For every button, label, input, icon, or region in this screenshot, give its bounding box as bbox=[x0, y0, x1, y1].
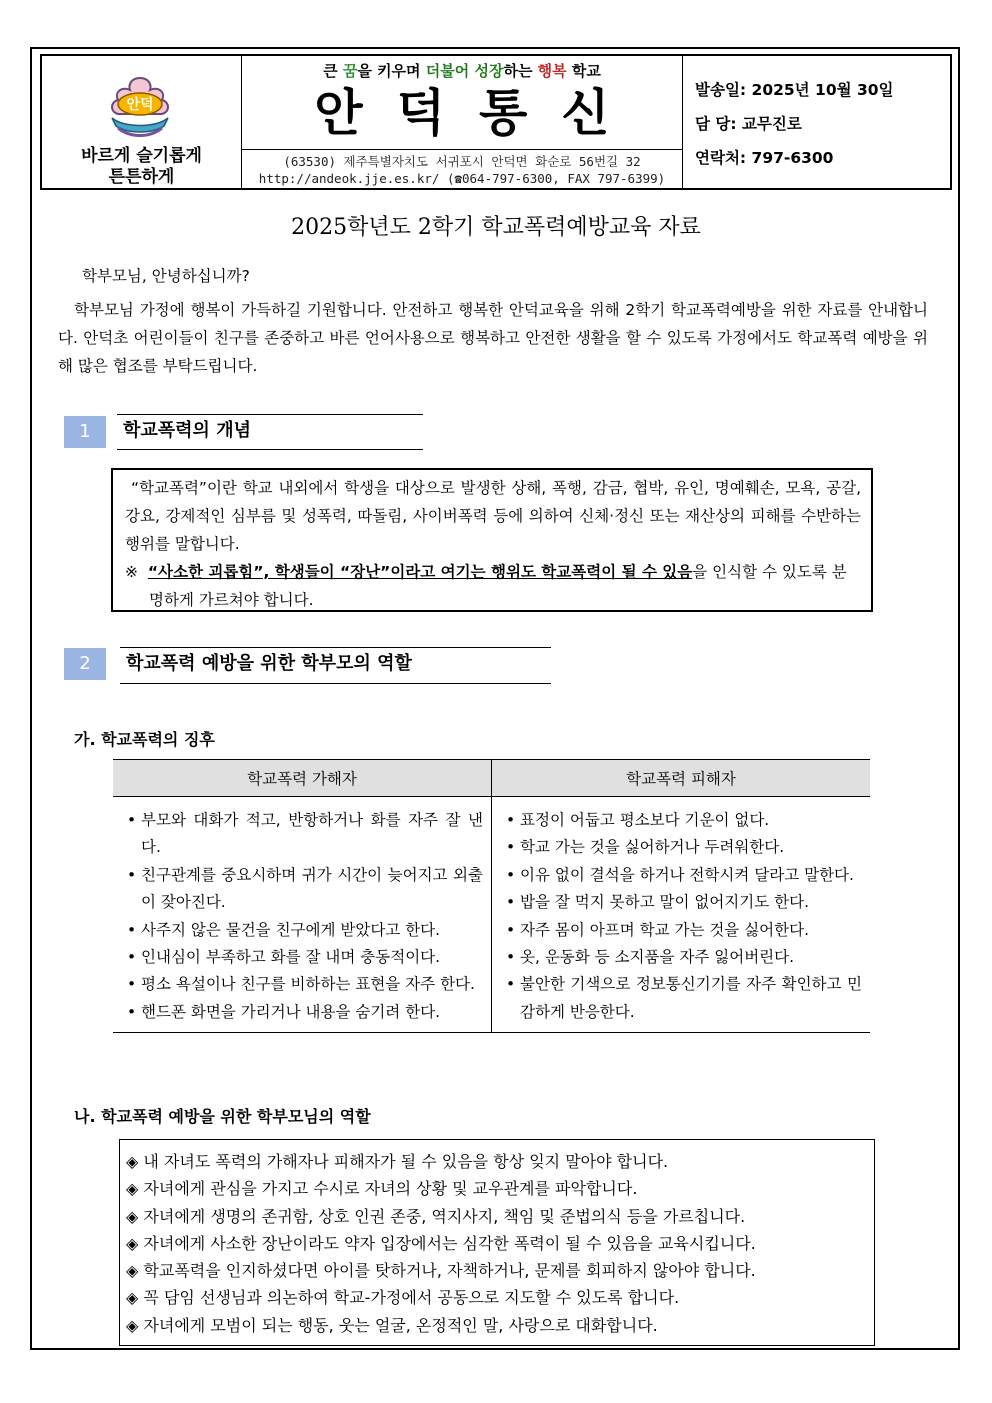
victim-sign-item: • 자주 몸이 아프며 학교 가는 것을 싫어한다. bbox=[504, 917, 862, 944]
diamond-bullet-icon: ◈ bbox=[126, 1315, 139, 1335]
definition-text: “학교폭력”이란 학교 내외에서 학생을 대상으로 발생한 상해, 폭행, 감금, 협박, 유인, 명예훼손, 모욕, 공갈, 강요, 강제적인 심부름 및 성폭력, 따돌림, 사이버폭력 등에 의하여 신체·정신 또는 재산상의 피해를 수반하는 행위를 말합니다. bbox=[125, 479, 861, 553]
victim-sign-item: • 옷, 운동화 등 소지품을 자주 잃어버린다. bbox=[504, 944, 862, 971]
diamond-bullet-icon: ◈ bbox=[126, 1233, 139, 1253]
victim-sign-item: • 이유 없이 결석을 하거나 전학시켜 달라고 말한다. bbox=[504, 862, 862, 889]
victim-sign-item: • 학교 가는 것을 싫어하거나 두려워한다. bbox=[504, 834, 862, 861]
victim-column-header: 학교폭력 피해자 bbox=[492, 760, 871, 797]
definition-box bbox=[111, 468, 873, 612]
section-1-title: 학교폭력의 개념 bbox=[117, 414, 423, 450]
victim-sign-item: • 불안한 기색으로 정보통신기기를 자주 확인하고 민감하게 반응한다. bbox=[504, 971, 862, 1026]
parent-role-text: 자녀에게 생명의 존귀함, 상호 인권 존중, 역지사지, 책임 및 준법의식 등을 가르칩니다. bbox=[143, 1206, 746, 1226]
issue-phone: 연락처: 797-6300 bbox=[695, 149, 834, 167]
offender-sign-item: • 친구관계를 중요시하며 귀가 시간이 늦어지고 외출이 잦아진다. bbox=[125, 862, 483, 917]
document-title: 2025학년도 2학기 학교폭력예방교육 자료 bbox=[291, 215, 701, 240]
parent-role-text: 자녀에게 사소한 장난이라도 약자 입장에서는 심각한 폭력이 될 수 있음을 교육시킵니다. bbox=[143, 1233, 756, 1253]
motto-line-2: 튼튼하게 bbox=[108, 167, 175, 187]
newsletter-title: 안덕통신 bbox=[314, 83, 644, 142]
school-address bbox=[242, 149, 682, 187]
offender-sign-item: • 사주지 않은 물건을 친구에게 받았다고 한다. bbox=[125, 917, 483, 944]
parent-roles-box bbox=[119, 1139, 875, 1346]
diamond-bullet-icon: ◈ bbox=[126, 1288, 139, 1308]
victim-signs-list bbox=[504, 807, 862, 1026]
greeting: 학부모님, 안녕하십니까? bbox=[82, 267, 250, 285]
parent-role-item bbox=[126, 1175, 866, 1202]
emblem-text: 안덕 bbox=[126, 97, 154, 113]
victim-sign-item: • 밥을 잘 먹지 못하고 말이 없어지기도 한다. bbox=[504, 889, 862, 916]
school-emblem-panel bbox=[42, 56, 242, 188]
parent-role-item bbox=[126, 1203, 866, 1230]
parent-role-item bbox=[126, 1284, 866, 1311]
offender-column-header: 학교폭력 가해자 bbox=[113, 760, 492, 797]
diamond-bullet-icon: ◈ bbox=[126, 1152, 139, 1171]
parent-role-text: 자녀에게 모범이 되는 행동, 웃는 얼굴, 온정적인 말, 사랑으로 대화합니다. bbox=[143, 1315, 658, 1335]
motto-line-1: 바르게 슬기롭게 bbox=[81, 146, 202, 166]
parent-role-text: 꼭 담임 선생님과 의논하여 학교-가정에서 공동으로 지도할 수 있도록 합니다. bbox=[143, 1288, 680, 1308]
intro-paragraph: 학부모님 가정에 행복이 가득하길 기원합니다. 안전하고 행복한 안덕교육을 위해 2학기 학교폭력예방을 위한 자료를 안내합니다. 안덕초 어린이들이 친구를 존중하고 바른 언어사용으로 행복하고 안전한 생활을 할 수 있도록 가정에서도 학교폭력 예방을 위해 많은 협조를 부탁드립니다. bbox=[58, 301, 928, 375]
definition-note: ※ “사소한 괴롭힘”, 학생들이 “장난”이라고 여기는 행위도 학교폭력이 될 수 있음을 인식할 수 있도록 분명하게 가르쳐야 합니다. bbox=[125, 563, 847, 609]
section-2-title: 학교폭력 예방을 위한 학부모의 역할 bbox=[120, 647, 551, 684]
parent-role-text: 학교폭력을 인지하셨다면 아이를 탓하거나, 자책하거나, 문제를 회피하지 않아야 합니다. bbox=[143, 1261, 756, 1281]
victim-signs-cell bbox=[492, 797, 871, 1033]
victim-sign-item: • 표정이 어둡고 평소보다 기운이 없다. bbox=[504, 807, 862, 834]
offender-sign-item: • 평소 욕설이나 친구를 비하하는 표현을 자주 한다. bbox=[125, 971, 483, 998]
parent-roles-list bbox=[126, 1148, 866, 1339]
warning-signs-table bbox=[113, 759, 870, 1033]
issue-info-panel bbox=[683, 56, 950, 188]
masthead-panel bbox=[242, 56, 683, 188]
school-emblem-icon bbox=[104, 74, 176, 144]
parent-role-item bbox=[126, 1148, 866, 1175]
newsletter-header bbox=[40, 54, 952, 190]
subsection-b-title: 나. 학교폭력 예방을 위한 학부모님의 역할 bbox=[74, 1107, 371, 1126]
parent-role-item bbox=[126, 1230, 866, 1257]
offender-sign-item: • 인내심이 부족하고 화를 잘 내며 충동적이다. bbox=[125, 944, 483, 971]
issue-staff: 담 당: 교무진로 bbox=[695, 115, 802, 133]
offender-sign-item: • 부모와 대화가 적고, 반항하거나 화를 자주 잘 낸다. bbox=[125, 807, 483, 862]
school-slogan: 큰 꿈을 키우며 더불어 성장하는 행복 학교 bbox=[323, 62, 601, 80]
parent-role-item bbox=[126, 1312, 866, 1339]
parent-role-item bbox=[126, 1257, 866, 1284]
offender-signs-cell bbox=[113, 797, 492, 1033]
school-motto bbox=[42, 146, 241, 188]
parent-role-text: 내 자녀도 폭력의 가해자나 피해자가 될 수 있음을 항상 잊지 말아야 합니다. bbox=[143, 1152, 669, 1171]
section-1-number: 1 bbox=[64, 416, 106, 448]
issue-date: 발송일: 2025년 10월 30일 bbox=[695, 81, 894, 99]
diamond-bullet-icon: ◈ bbox=[126, 1206, 139, 1226]
contact-line: http://andeok.jje.es.kr/ (☎064-797-6300, FAX 797-6399) bbox=[258, 171, 666, 186]
offender-signs-list bbox=[125, 807, 483, 1026]
parent-role-text: 자녀에게 관심을 가지고 수시로 자녀의 상황 및 교우관계를 파악합니다. bbox=[143, 1179, 638, 1199]
subsection-a-title: 가. 학교폭력의 징후 bbox=[74, 730, 215, 749]
diamond-bullet-icon: ◈ bbox=[126, 1179, 139, 1199]
offender-sign-item: • 핸드폰 화면을 가리거나 내용을 숨기려 한다. bbox=[125, 999, 483, 1026]
diamond-bullet-icon: ◈ bbox=[126, 1261, 139, 1281]
section-2-number: 2 bbox=[64, 648, 106, 680]
address-line: (63530) 제주특별자치도 서귀포시 안덕면 화순로 56번길 32 bbox=[283, 154, 641, 169]
